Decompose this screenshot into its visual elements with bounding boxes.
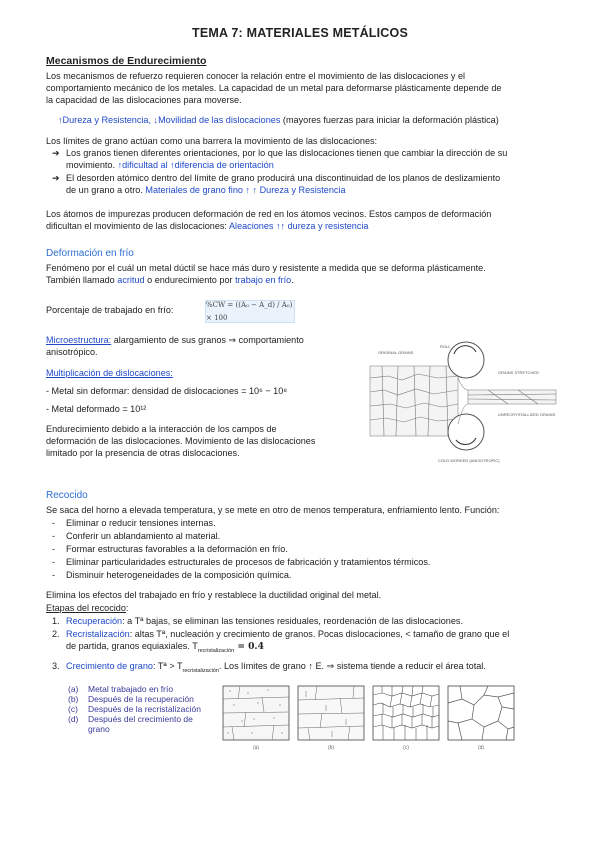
legend-item-a	[68, 684, 218, 694]
cold-work-paragraph	[46, 262, 556, 286]
stage-recrystallization-name: Recristalización	[66, 629, 130, 639]
cold-line2-end: .	[291, 275, 294, 286]
intro-line-2: comportamiento mecánico de los metales. La capacidad de un metal para deformarse plásticamente depende de	[46, 83, 502, 94]
legend-key: (a)	[68, 684, 79, 694]
legend-text: Después de la recristalización	[88, 704, 201, 714]
stage-recovery-text: : a Tª bajas, se eliminan las tensiones residuales, reordenación de las dislocaciones.	[122, 616, 463, 626]
annealing-function-1	[52, 517, 216, 529]
grain-bullet-2-line2	[66, 184, 557, 196]
annealing-function-text: Eliminar particularidades estructurales de procesos de fabricación y tratamientos térmicos.	[66, 557, 431, 567]
dislocation-multiplication-label: Multiplicación de dislocaciones:	[46, 368, 173, 378]
microstructure-line-1: alargamiento de sus granos ⇒ comportamiento	[111, 335, 304, 345]
recrystallization-subscript: recristalización	[197, 648, 235, 655]
stage-recovery-name: Recuperación	[66, 616, 123, 626]
undeformed-density: - Metal sin deformar: densidad de dislocaciones = 10⁶ − 10⁸	[46, 386, 288, 396]
percent-cold-work-label: Porcentaje de trabajado en frío:	[46, 305, 174, 315]
annealing-function-text: Conferir un ablandamiento al material.	[66, 531, 221, 541]
micrograph-a	[223, 686, 289, 740]
micrograph-panels	[222, 685, 518, 751]
annealing-stages-colon: :	[125, 603, 129, 613]
cold-work-heading: Deformación en frío	[46, 248, 134, 259]
grain-bullet-2-plain: de un grano a otro.	[66, 185, 146, 196]
hardness-highlight-blue: ↑Dureza y Resistencia, ↓Movilidad de las dislocaciones	[58, 115, 281, 125]
intro-paragraph	[46, 70, 556, 107]
deformed-density: - Metal deformado = 10¹²	[46, 404, 147, 414]
annealing-function-text: Formar estructuras favorables a la deformación en frío.	[66, 544, 288, 554]
annealing-function-text: Disminuir heterogeneidades de la composición química.	[66, 570, 292, 580]
cold-rolling-diagram	[368, 340, 558, 468]
micrograph-c	[373, 686, 439, 740]
micrograph-legend	[68, 684, 218, 734]
legend-item-d	[68, 714, 218, 724]
hardness-highlight-rest: (mayores fuerzas para iniciar la deformación plástica)	[280, 115, 499, 125]
acritud-term: acritud	[117, 275, 145, 286]
stage-recrystallization-text-2: de partida, granos equiaxiales. T	[66, 641, 198, 652]
label-original-grains: ORIGINAL GRAINS	[378, 350, 414, 355]
cold-line2-mid: o endurecimiento por	[144, 275, 236, 286]
annealing-stages-label-row	[46, 602, 128, 614]
stage-grain-growth-text-a: : Tª > T	[152, 661, 183, 671]
hardening-line-2: deformación de las dislocaciones. Movimiento de las dislocaciones	[46, 436, 316, 447]
legend-text: Después de la recuperación	[88, 694, 194, 704]
legend-item-d-cont	[68, 724, 218, 734]
label-unrecrystallized: UNRECRYSTALLIZED GRAINS	[498, 412, 556, 417]
impurity-line-2-blue: Aleaciones ↑↑ dureza y resistencia	[228, 221, 369, 232]
annealing-heading: Recocido	[46, 490, 88, 501]
trabajo-en-frio-term: trabajo en frío	[235, 275, 292, 286]
hardening-line-3: limitado por la presencia de otras dislocaciones.	[46, 448, 240, 459]
arrow-right-icon: ➔	[52, 173, 60, 183]
micrograph-d	[448, 686, 514, 740]
annealing-function-4	[52, 556, 430, 568]
dash-marker: -	[52, 544, 56, 554]
micrograph-label-a: (a)	[252, 745, 260, 751]
hardening-line-1: Endurecimiento debido a la interacción de los campos de	[46, 424, 277, 434]
grain-bullet-1-blue: ↑dificultad al ↑diferencia de orientación	[117, 160, 274, 171]
original-grains	[370, 366, 458, 436]
grain-bullet-1-plain: movimiento.	[66, 160, 118, 171]
stage-number: 3.	[52, 661, 60, 671]
recrystallization-equation: = 0.4	[234, 641, 264, 653]
legend-text: Después del crecimiento de	[88, 714, 193, 724]
hardness-highlight	[58, 114, 499, 126]
grain-growth-subscript: recristalización	[182, 667, 219, 674]
micrograph-label-d: (d)	[477, 745, 485, 751]
cold-work-formula: %CW = ((A₀ − A_d) / A₀) × 100	[205, 300, 295, 323]
grain-bullet-2	[52, 172, 557, 196]
grain-bullet-2-blue: Materiales de grano fino ↑ ↑ Dureza y Resistencia	[145, 185, 346, 196]
annealing-function-3	[52, 543, 288, 555]
label-cold-worked: COLD WORKED (ANISOTROPIC)	[438, 458, 500, 463]
impurity-line-2	[46, 220, 556, 232]
grain-bullet-1-line1: Los granos tienen diferentes orientaciones, por lo que las dislocaciones tienen que cambiar la dirección de su	[66, 148, 508, 158]
legend-key: (c)	[68, 704, 78, 714]
stage-grain-growth-text-b: . Los límites de grano ↑ E. ⇒ sistema tiende a reducir el área total.	[218, 661, 486, 671]
impurity-line-1: Los átomos de impurezas producen deformación de red en los átomos vecinos. Estos campos de deformación	[46, 209, 492, 219]
roll-top	[448, 342, 484, 378]
stage-recrystallization	[52, 628, 557, 657]
dash-marker: -	[52, 557, 56, 567]
annealing-function-5	[52, 569, 291, 581]
grain-bullet-1-line2	[66, 159, 557, 171]
cold-line2-plain: También llamado	[46, 275, 118, 286]
stretched-grains	[468, 390, 556, 404]
label-roll: ROLL	[440, 344, 451, 349]
microstructure-text	[46, 334, 346, 358]
roll-bottom	[448, 414, 484, 450]
impurity-paragraph	[46, 208, 556, 232]
page-title: TEMA 7: MATERIALES METÁLICOS	[191, 26, 408, 40]
intro-line-1: Los mecanismos de refuerzo requieren conocer la relación entre el movimiento de las dislocaciones y el	[46, 71, 466, 81]
hardening-paragraph	[46, 423, 376, 460]
cold-work-line-2	[46, 274, 556, 286]
micrograph-label-b: (b)	[327, 745, 335, 751]
legend-text: Metal trabajado en frío	[88, 684, 174, 694]
annealing-stages-label: Etapas del recocido	[46, 603, 126, 613]
micrograph-label-c: (c)	[403, 745, 409, 751]
micrograph-b	[298, 686, 364, 740]
legend-key: (b)	[68, 694, 79, 704]
dash-marker: -	[52, 570, 56, 580]
label-grains-stretched: GRAINS STRETCHED	[498, 370, 539, 375]
stage-grain-growth	[52, 660, 557, 677]
grain-boundary-intro: Los límites de grano actúan como una barrera la movimiento de las dislocaciones:	[46, 136, 378, 146]
microstructure-label: Microestructura:	[46, 335, 112, 345]
cold-work-line-1: Fenómeno por el cuál un metal dúctil se hace más duro y resistente a medida que se deforma plásticamente.	[46, 263, 486, 273]
dash-marker: -	[52, 531, 56, 541]
stage-number: 2.	[52, 629, 60, 639]
stage-grain-growth-name: Crecimiento de grano	[66, 661, 153, 671]
legend-text: grano	[88, 724, 110, 734]
stage-recovery	[52, 615, 557, 627]
stage-recrystallization-text-1: : altas Tª, nucleación y crecimiento de granos. Pocas dislocaciones, < tamaño de grano que el	[129, 629, 510, 639]
annealing-summary: Elimina los efectos del trabajado en frío y restablece la ductilidad original del metal.	[46, 590, 382, 600]
grain-bullet-1	[52, 147, 557, 171]
annealing-function-2	[52, 530, 220, 542]
section-heading-endurecimiento: Mecanismos de Endurecimiento	[46, 55, 207, 67]
annealing-function-text: Eliminar o reducir tensiones internas.	[66, 518, 216, 528]
impurity-line-2-plain: dificultan el movimiento de las dislocaciones:	[46, 221, 229, 232]
legend-item-b	[68, 694, 218, 704]
annealing-intro: Se saca del horno a elevada temperatura, y se mete en otro de menos temperatura, enfriamiento lento. Función:	[46, 505, 500, 515]
intro-line-3: la capacidad de las dislocaciones para moverse.	[46, 95, 242, 106]
dash-marker: -	[52, 518, 56, 528]
legend-item-c	[68, 704, 218, 714]
arrow-right-icon: ➔	[52, 148, 60, 158]
microstructure-line-2: anisotrópico.	[46, 347, 98, 358]
legend-key: (d)	[68, 714, 79, 724]
grain-bullet-2-line1: El desorden atómico dentro del límite de grano producirá una discontinuidad de los planos de deslizamiento	[66, 173, 501, 183]
stage-number: 1.	[52, 616, 60, 626]
